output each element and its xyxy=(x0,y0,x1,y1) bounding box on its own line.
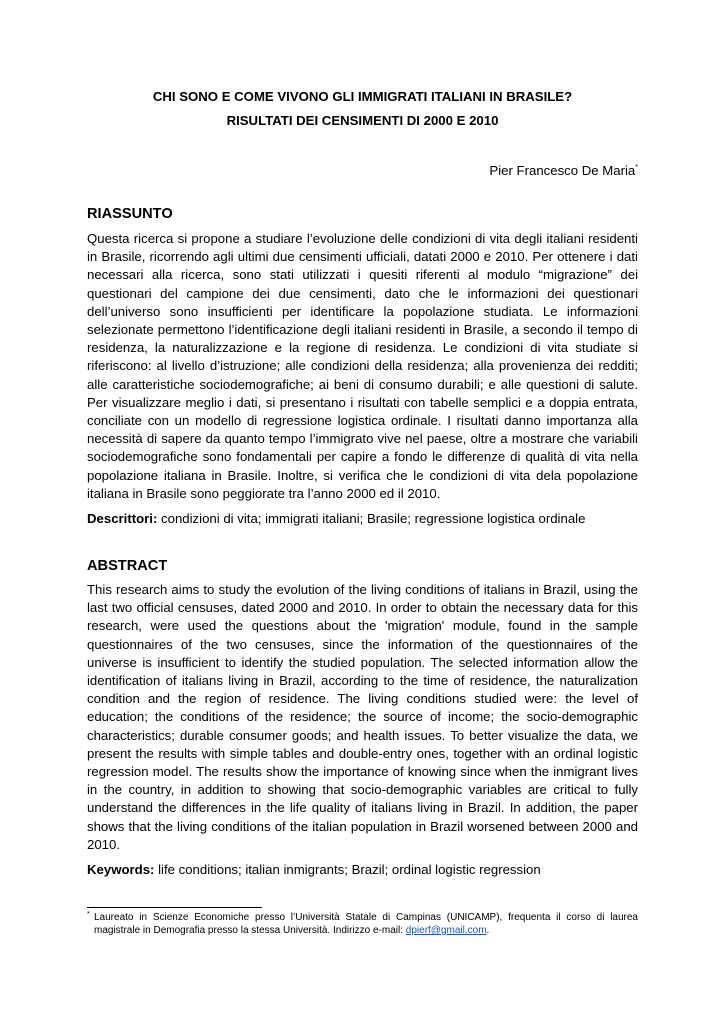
descrittori-values: condizioni di vita; immigrati italiani; Brasile; regressione logistica ordinale xyxy=(161,511,586,526)
paper-title-line-1: CHI SONO E COME VIVONO GLI IMMIGRATI ITALIANI IN BRASILE? xyxy=(152,89,573,104)
keywords-values: life conditions; italian inmigrants; Brazil; ordinal logistic regression xyxy=(158,862,541,877)
footnote-separator xyxy=(87,907,262,908)
footnote-text: Laureato in Scienze Economiche presso l’Università Statale di Campinas (UNICAMP), frequenta il corso di laurea magistrale in Demografia presso la stessa Università. Indirizzo e-mail: xyxy=(94,912,638,936)
author-footnote-mark: * xyxy=(635,164,638,171)
keywords-label: Keywords: xyxy=(87,862,155,877)
descrittori-line xyxy=(87,510,647,528)
email-link[interactable]: dpierf@gmail.com xyxy=(405,925,487,936)
abstract-heading: ABSTRACT xyxy=(87,558,168,574)
footnote-end: . xyxy=(486,925,490,936)
abstract-text: This research aims to study the evolution of the living conditions of italians in Brazil, using the last two official censuses, dated 2000 and 2010. In order to obtain the necessary data for this research, were used the questions about the 'migration' module, found in the sample questionnaires of the two censuses, since the information of the questionnaires of the universe is insufficient to identify the studied population. The selected information allow the identification of italians living in Brazil, according to the time of residence, the naturalization condition and the region of residence. The living conditions studied were: the level of education; the conditions of the residence; the source of income; the socio-demographic characteristics; durable consumer goods; and health issues. To better visualize the data, we present the results with simple tables and double-entry ones, together with an ordinal logistic regression model. The results show the importance of knowing since when the inmigrant lives in the country, in addition to showing that socio-demographic variables are critical to fully understand the differences in the life quality of italians living in Brazil. In addition, the paper shows that the living conditions of the italian population in Brazil worsened between 2000 and 2010. xyxy=(87,582,638,852)
descrittori-label: Descrittori: xyxy=(87,511,158,526)
keywords-line xyxy=(87,861,647,879)
author-line xyxy=(489,160,638,179)
author-name: Pier Francesco De Maria xyxy=(489,163,636,178)
footnote-body xyxy=(87,911,638,937)
footnote-mark: * xyxy=(87,911,90,918)
riassunto-text: Questa ricerca si propone a studiare l’evoluzione delle condizioni di vita degli italiani residenti in Brasile, ricorrendo agli ultimi due censimenti ufficiali, datati 2000 e 2010. Per ottenere i dati necessari alla ricerca, sono stati utilizzati i quesiti riferenti al modulo “migrazione” dei questionari del campione dei due censimenti, dato che le informazioni dei questionari dell’universo sono insufficienti per identificare la popolazione studiata. Le informazioni selezionate permettono l’identificazione degli italiani residenti in Brasile, a secondo il tempo di residenza, la naturalizzazione e la regione di residenza. Le condizioni di vita studiate si riferiscono: al livello d’istruzione; alle condizioni della residenza; alla provenienza dei redditi; alle caratteristiche sociodemografiche; ai beni di consumo durabili; e alle questioni di salute. Per visualizzare meglio i dati, si presentano i risultati con tabelle semplici e a doppia entrata, conciliate con un modello di regressione logistica ordinale. I risultati danno importanza alla necessità di sapere da quanto tempo l’immigrato vive nel paese, oltre a mostrare che variabili sociodemografiche sono fondamentali per capire a fondo le differenze di qualità di vita nella popolazione italiana in Brasile. Inoltre, si verifica che le condizioni di vita dela popolazione italiana in Brasile sono peggiorate tra l’anno 2000 ed il 2010. xyxy=(87,231,638,501)
paper-title-line-2: RISULTATI DEI CENSIMENTI DI 2000 E 2010 xyxy=(226,113,499,128)
riassunto-heading: RIASSUNTO xyxy=(87,206,173,222)
footnote xyxy=(87,911,638,937)
